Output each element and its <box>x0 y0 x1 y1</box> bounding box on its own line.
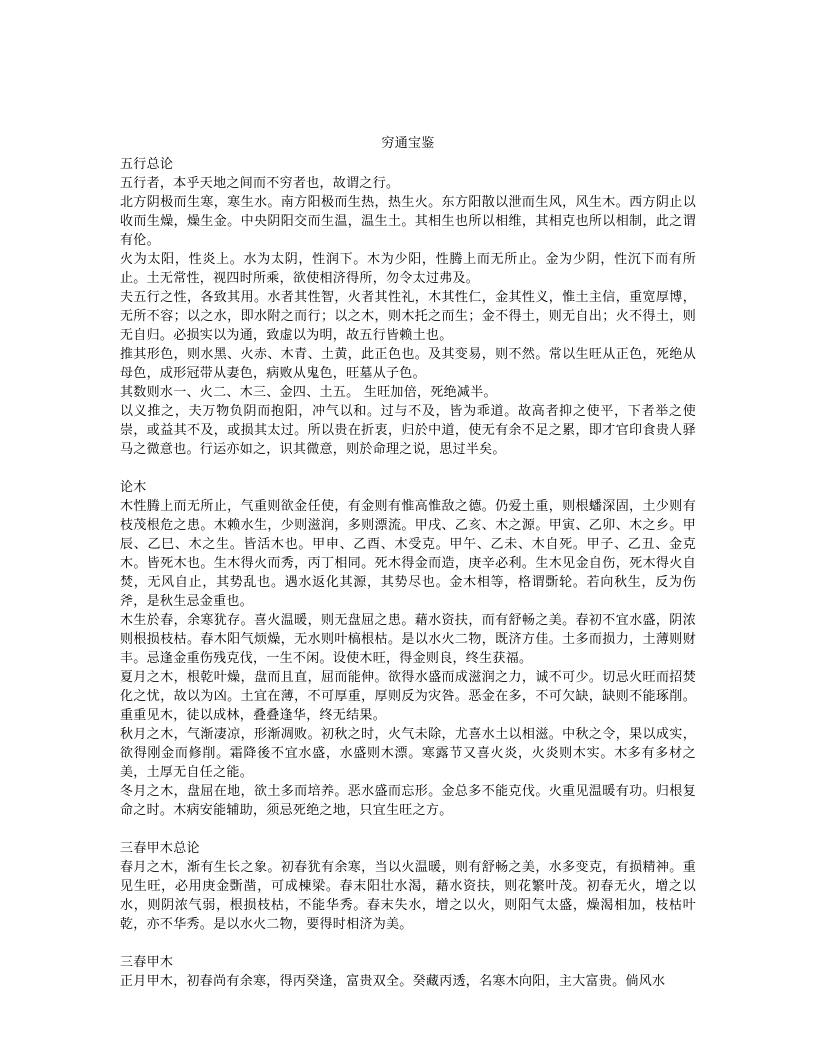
paragraph: 以义推之，夫万物负阴而抱阳，冲气以和。过与不及，皆为乖道。故高者抑之使平，下者举之使崇，或益其不及，或损其太过。所以贵在折衷，归於中道，使无有余不足之累，即才官印食贵人驿马之微意也。行运亦如之，识其微意，则於命理之说，思过半矣。 <box>120 404 696 457</box>
section <box>120 839 696 934</box>
paragraph: 夏月之木，根乾叶燥，盘而且直，屈而能伸。欲得水盛而成滋润之力，诚不可少。切忌火旺而招焚化之忧，故以为凶。土宜在薄，不可厚重，厚则反为灾咎。恶金在多，不可欠缺，缺则不能琢削。重重见木，徒以成林，叠叠逢华，终无结果。 <box>120 670 696 723</box>
section <box>120 155 696 459</box>
paragraph: 正月甲木，初春尚有余寒，得丙癸逢，富贵双全。癸藏丙透，名寒木向阳，主大富贵。倘风水 <box>120 974 666 989</box>
paragraph: 五行者，本乎天地之间而不穷者也，故谓之行。 <box>120 176 400 191</box>
paragraph: 秋月之木，气渐凄凉，形渐凋败。初秋之时，火气未除，尤喜水土以相滋。中秋之令，果以成实，欲得刚金而修削。霜降後不宜水盛，水盛则木漂。寒露节又喜火炎，火炎则木实。木多有多材之美，土厚无自任之能。 <box>120 727 696 780</box>
section-heading: 三春甲木 <box>120 955 174 970</box>
section-heading: 三春甲木总论 <box>120 841 200 856</box>
document-page <box>120 134 696 991</box>
section-heading: 五行总论 <box>120 157 174 172</box>
section <box>120 478 696 820</box>
paragraph: 推其形色，则水黑、火赤、木青、土黄，此正色也。及其变易，则不然。常以生旺从正色，死绝从母色，成形冠带从妻色，病败从鬼色，旺墓从子色。 <box>120 347 696 381</box>
section-heading: 论木 <box>120 480 147 495</box>
paragraph: 其数则水一、火二、木三、金四、土五。 生旺加倍，死绝减半。 <box>120 385 497 400</box>
paragraph: 北方阴极而生寒，寒生水。南方阳极而生热，热生火。东方阳散以泄而生风，风生木。西方阴止以收而生燥，燥生金。中央阴阳交而生温，温生土。其相生也所以相维，其相克也所以相制，此之谓有伦。 <box>120 195 696 248</box>
document-title: 穷通宝鉴 <box>381 136 435 151</box>
paragraph: 木生於春，余寒犹存。喜火温暖，则无盘屈之患。藉水资扶，而有舒畅之美。春初不宜水盛，阴浓则根损枝枯。春木阳气烦燥，无水则叶槁根枯。是以水火二物，既济方佳。土多而损力，土薄则财丰。忌逢金重伤残克伐，一生不闲。设使木旺，得金则良，终生获福。 <box>120 613 696 666</box>
paragraph: 火为太阳，性炎上。水为太阴，性润下。木为少阳，性腾上而无所止。金为少阴，性沉下而有所止。土无常性，视四时所乘，欲使相济得所，勿令太过弗及。 <box>120 252 696 286</box>
paragraph: 夫五行之性，各致其用。水者其性智，火者其性礼，木其性仁，金其性义，惟土主信，重宽厚博，无所不容；以之水，即水附之而行；以之木，则木托之而生；金不得土，则无自出；火不得土，则无自归。必损实以为通，致虚以为明，故五行皆赖土也。 <box>120 290 696 343</box>
paragraph: 春月之木，渐有生长之象。初春犹有余寒，当以火温暖，则有舒畅之美，水多变克，有损精神。重见生旺，必用庚金斲凿，可成棟梁。春末阳壮水渴，藉水资扶，则花繁叶茂。初春无火，增之以水，则阴浓气弱，根损枝枯，不能华秀。春末失水，增之以火，则阳气太盛，燥渴相加，枝枯叶乾，亦不华秀。是以水火二物，要得时相济为美。 <box>120 860 696 932</box>
document-body <box>120 155 696 991</box>
paragraph: 木性腾上而无所止，气重则欲金任使，有金则有惟高惟敌之德。仍爱土重，则根蟠深固，土少则有枝茂根危之患。木赖水生，少则滋润，多则漂流。甲戌、乙亥、木之源。甲寅、乙卯、木之乡。甲辰、乙巳、木之生。皆活木也。甲申、乙酉、木受克。甲午、乙未、木自死。甲子、乙丑、金克木。皆死木也。生木得火而秀，丙丁相同。死木得金而造，庚辛必利。生木见金自伤，死木得火自焚，无风自止，其势乱也。遇水返化其源，其势尽也。金木相等，格谓斲轮。若向秋生，反为伤斧，是秋生忌金重也。 <box>120 499 696 609</box>
paragraph: 冬月之木，盘屈在地，欲土多而培养。恶水盛而忘形。金总多不能克伐。火重见温暖有功。归根复命之时。木病安能辅助，须忌死绝之地，只宜生旺之方。 <box>120 784 696 818</box>
section <box>120 953 696 991</box>
